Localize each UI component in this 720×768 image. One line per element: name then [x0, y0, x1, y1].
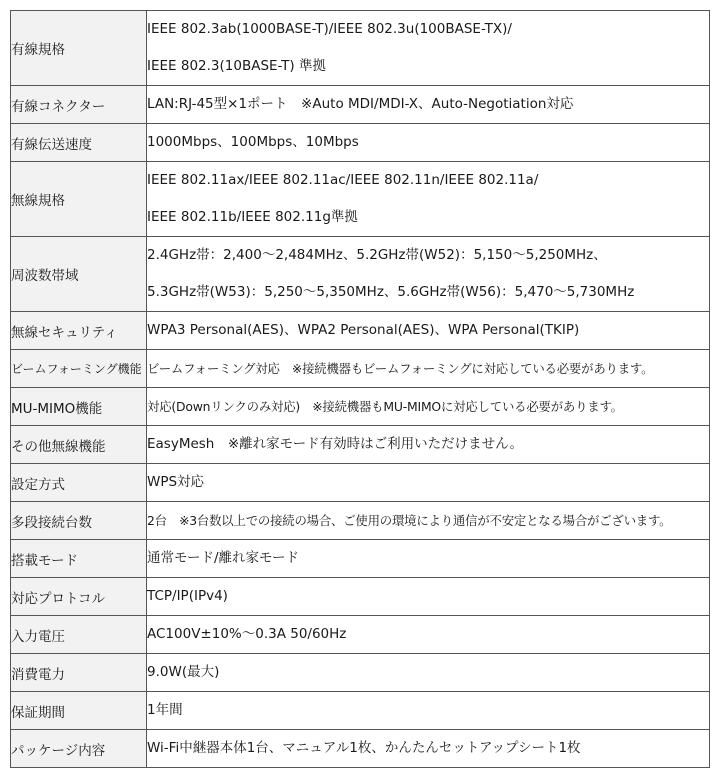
spec-row — [11, 11, 710, 86]
spec-value-line: Wi-Fi中継器本体1台、マニュアル1枚、かんたんセットアップシート1枚 — [147, 740, 581, 756]
spec-label: 入力電圧 — [11, 616, 147, 654]
spec-value-line: 1年間 — [147, 702, 183, 718]
spec-value-line: LAN:RJ-45型×1ポート ※Auto MDI/MDI-X、Auto-Negotiation対応 — [147, 96, 574, 112]
spec-row — [11, 124, 710, 162]
spec-row — [11, 464, 710, 502]
spec-value-line: AC100V±10%〜0.3A 50/60Hz — [147, 626, 347, 642]
spec-label: 有線コネクター — [11, 86, 147, 124]
spec-label: ビームフォーミング機能 — [11, 350, 147, 388]
spec-value — [147, 86, 710, 124]
spec-value-line: 9.0W(最大) — [147, 664, 220, 680]
spec-value — [147, 11, 710, 86]
spec-label: 設定方式 — [11, 464, 147, 502]
spec-value-line: 5.3GHz帯(W53)：5,250〜5,350MHz、5.6GHz帯(W56)：5,470〜5,730MHz — [147, 284, 635, 300]
spec-row — [11, 502, 710, 540]
spec-row — [11, 86, 710, 124]
spec-value — [147, 426, 710, 464]
spec-value — [147, 540, 710, 578]
spec-value — [147, 654, 710, 692]
spec-value — [147, 124, 710, 162]
spec-value — [147, 502, 710, 540]
spec-value-line: 2.4GHz帯：2,400〜2,484MHz、5.2GHz帯(W52)：5,150〜5,250MHz、 — [147, 247, 607, 263]
spec-value — [147, 312, 710, 350]
spec-row — [11, 654, 710, 692]
spec-value — [147, 388, 710, 426]
spec-row — [11, 312, 710, 350]
spec-value — [147, 730, 710, 768]
spec-value-line: ビームフォーミング対応 ※接続機器もビームフォーミングに対応している必要があります。 — [147, 361, 654, 376]
spec-value-line: 2台 ※3台数以上での接続の場合、ご使用の環境により通信が不安定となる場合がございます。 — [147, 513, 672, 528]
spec-row — [11, 162, 710, 237]
spec-label: 多段接続台数 — [11, 502, 147, 540]
spec-value-line: 通常モード/離れ家モード — [147, 550, 299, 566]
spec-label: MU-MIMO機能 — [11, 388, 147, 426]
spec-value — [147, 616, 710, 654]
spec-value — [147, 692, 710, 730]
spec-row — [11, 578, 710, 616]
spec-row — [11, 616, 710, 654]
spec-label: パッケージ内容 — [11, 730, 147, 768]
spec-value — [147, 464, 710, 502]
spec-value-line: EasyMesh ※離れ家モード有効時はご利用いただけません。 — [147, 436, 523, 452]
spec-row — [11, 692, 710, 730]
spec-value-line: IEEE 802.11b/IEEE 802.11g準拠 — [147, 209, 358, 225]
spec-label: 無線規格 — [11, 162, 147, 237]
spec-row — [11, 237, 710, 312]
spec-row — [11, 388, 710, 426]
spec-value-line: IEEE 802.3ab(1000BASE-T)/IEEE 802.3u(100BASE-TX)/ — [147, 21, 512, 37]
spec-label: 保証期間 — [11, 692, 147, 730]
spec-label: 有線伝送速度 — [11, 124, 147, 162]
spec-label: 周波数帯域 — [11, 237, 147, 312]
spec-value — [147, 350, 710, 388]
spec-table — [10, 10, 710, 768]
spec-value — [147, 162, 710, 237]
spec-table-body — [11, 11, 710, 768]
spec-label: その他無線機能 — [11, 426, 147, 464]
spec-label: 対応プロトコル — [11, 578, 147, 616]
spec-value — [147, 237, 710, 312]
spec-value-line: TCP/IP(IPv4) — [147, 588, 228, 604]
spec-label: 消費電力 — [11, 654, 147, 692]
spec-row — [11, 426, 710, 464]
spec-value-line: WPS対応 — [147, 474, 205, 490]
spec-value-line: IEEE 802.3(10BASE-T) 準拠 — [147, 58, 326, 74]
spec-row — [11, 730, 710, 768]
spec-label: 搭載モード — [11, 540, 147, 578]
spec-value-line: WPA3 Personal(AES)、WPA2 Personal(AES)、WPA Personal(TKIP) — [147, 322, 580, 338]
spec-label: 無線セキュリティ — [11, 312, 147, 350]
spec-value-line: IEEE 802.11ax/IEEE 802.11ac/IEEE 802.11n/IEEE 802.11a/ — [147, 172, 539, 188]
spec-label: 有線規格 — [11, 11, 147, 86]
spec-value — [147, 578, 710, 616]
spec-row — [11, 540, 710, 578]
spec-row — [11, 350, 710, 388]
spec-value-line: 1000Mbps、100Mbps、10Mbps — [147, 134, 359, 150]
spec-sheet — [10, 10, 710, 768]
spec-value-line: 対応(Downリンクのみ対応) ※接続機器もMU-MIMOに対応している必要があります。 — [147, 399, 623, 414]
